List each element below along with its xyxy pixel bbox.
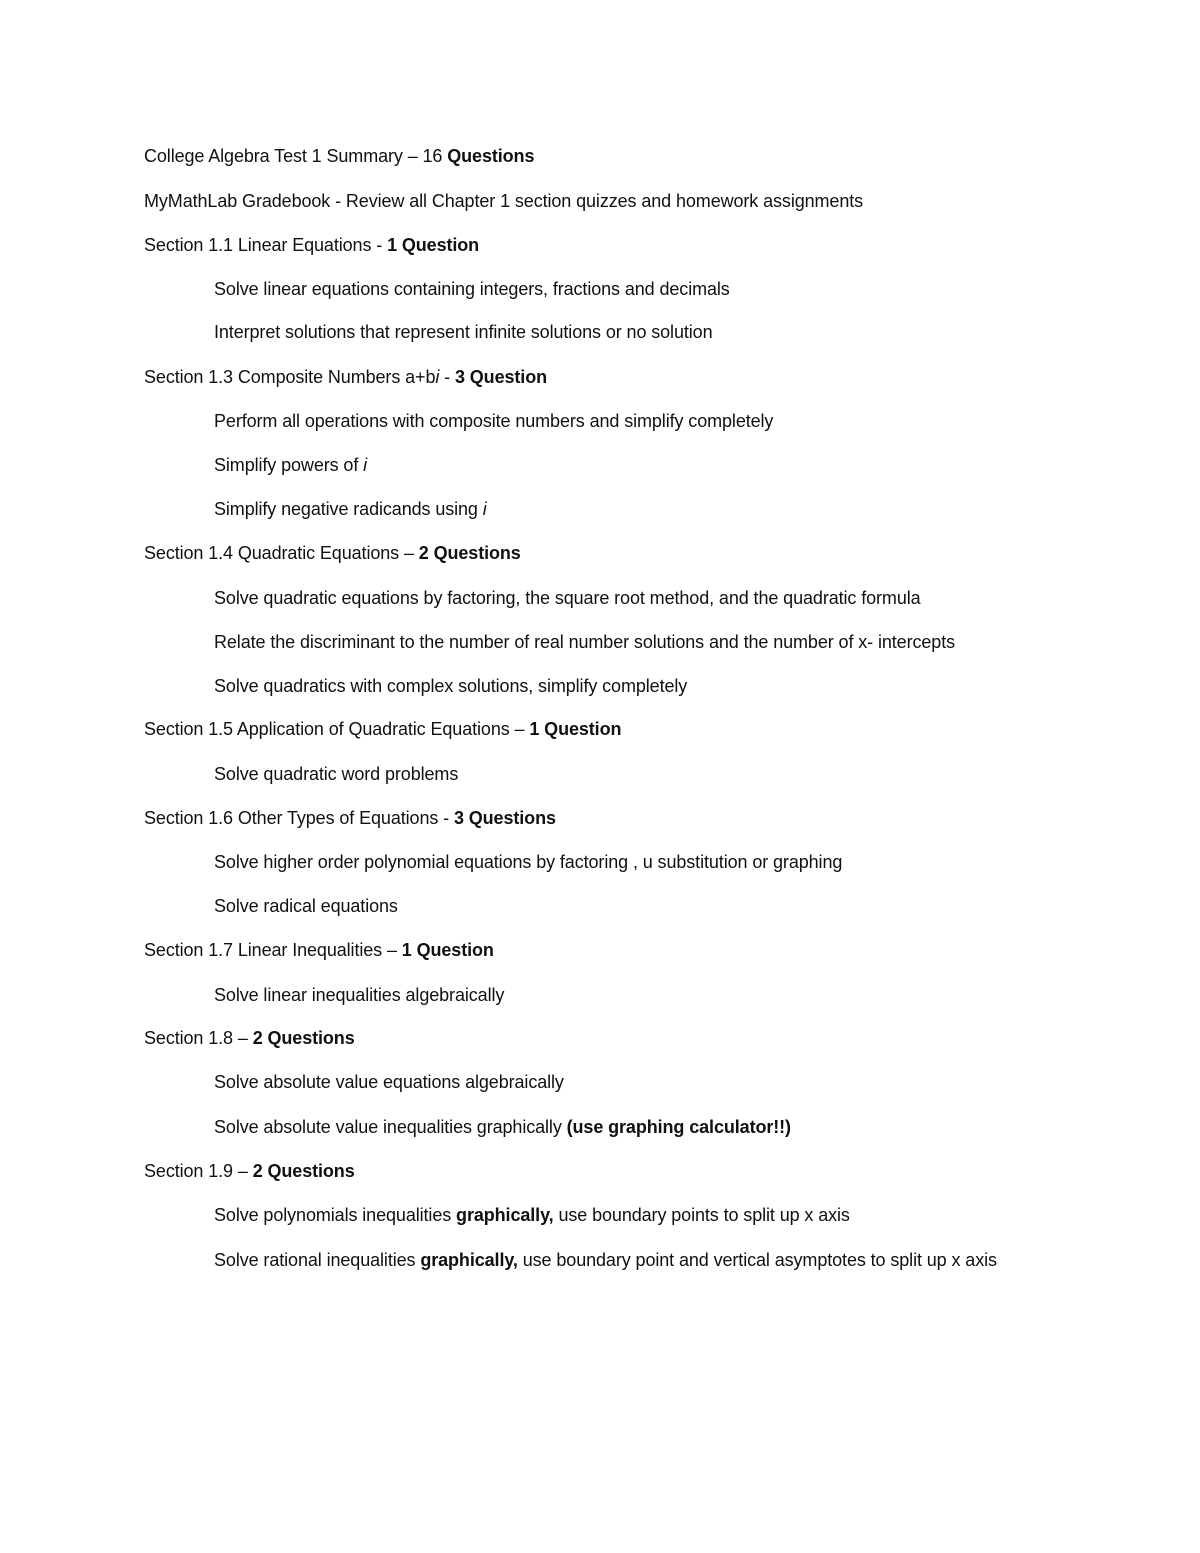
section-1-3-italic-i: i (435, 367, 440, 387)
section-1-4-title: Section 1.4 Quadratic Equations – (144, 543, 419, 563)
section-1-5-count: 1 Question (529, 719, 622, 739)
section-1-3-sep: - (439, 367, 455, 387)
section-1-7-title: Section 1.7 Linear Inequalities – (144, 940, 402, 960)
section-1-8-title: Section 1.8 – (144, 1028, 253, 1048)
section-1-1-count: 1 Question (387, 235, 480, 255)
poly-post: use boundary points to split up x axis (553, 1205, 850, 1225)
radicands-text: Simplify negative radicands using (214, 499, 483, 519)
gradebook-text: MyMathLab Gradebook - Review all Chapter 1 section quizzes and homework assignments (144, 191, 864, 211)
section-1-8-count: 2 Questions (252, 1028, 355, 1048)
title-text: College Algebra Test 1 Summary – 16 (144, 146, 448, 166)
abs-ineq-bold: (use graphing calculator!!) (566, 1117, 791, 1137)
section-1-3-count: 3 Question (454, 367, 547, 387)
section-1-3-title: Section 1.3 Composite Numbers a+b (144, 367, 436, 387)
section-1-4-item-3: Solve quadratics with complex solutions, simplify completely (214, 676, 688, 696)
rat-pre: Solve rational inequalities (214, 1250, 421, 1270)
powers-text: Simplify powers of (214, 455, 364, 475)
section-1-4-heading (144, 540, 521, 566)
section-1-6-item-2: Solve radical equations (214, 896, 398, 916)
section-1-8-item-2 (214, 1114, 791, 1140)
title-bold: Questions (447, 146, 535, 166)
section-1-6-heading (144, 805, 556, 831)
section-1-1-heading (144, 232, 479, 258)
section-1-3-item-2 (214, 452, 367, 478)
section-1-3-heading (144, 364, 547, 390)
section-1-7-heading (144, 937, 494, 963)
poly-bold: graphically, (456, 1205, 554, 1225)
radicands-italic-i: i (482, 499, 487, 519)
rat-post: use boundary point and vertical asymptotes to split up x axis (517, 1250, 997, 1270)
section-1-4-count: 2 Questions (418, 543, 521, 563)
section-1-5-title: Section 1.5 Application of Quadratic Equations – (144, 719, 530, 739)
section-1-1-item-2: Interpret solutions that represent infinite solutions or no solution (214, 322, 713, 342)
section-1-9-item-1 (214, 1202, 850, 1228)
section-1-6-item-1: Solve higher order polynomial equations by factoring , u substitution or graphing (214, 852, 843, 872)
section-1-6-title: Section 1.6 Other Types of Equations - (144, 808, 454, 828)
section-1-9-count: 2 Questions (252, 1161, 355, 1181)
section-1-5-item-1: Solve quadratic word problems (214, 764, 459, 784)
abs-ineq-text: Solve absolute value inequalities graphically (214, 1117, 567, 1137)
section-1-9-heading (144, 1158, 355, 1184)
section-1-9-title: Section 1.9 – (144, 1161, 253, 1181)
section-1-8-heading (144, 1025, 355, 1051)
section-1-7-count: 1 Question (401, 940, 494, 960)
rat-bold: graphically, (420, 1250, 518, 1270)
section-1-3-item-1: Perform all operations with composite numbers and simplify completely (214, 411, 774, 431)
section-1-1-item-1: Solve linear equations containing integers, fractions and decimals (214, 279, 730, 299)
section-1-5-heading (144, 716, 621, 742)
section-1-4-item-1: Solve quadratic equations by factoring, the square root method, and the quadratic formula (214, 588, 921, 608)
section-1-6-count: 3 Questions (453, 808, 556, 828)
gradebook-note (144, 188, 863, 214)
section-1-7-item-1: Solve linear inequalities algebraically (214, 985, 505, 1005)
section-1-1-title: Section 1.1 Linear Equations - (144, 235, 388, 255)
section-1-3-item-3 (214, 496, 487, 522)
section-1-4-item-2: Relate the discriminant to the number of real number solutions and the number of x- intercepts (214, 632, 955, 652)
section-1-8-item-1: Solve absolute value equations algebraically (214, 1072, 564, 1092)
powers-italic-i: i (363, 455, 368, 475)
section-1-9-item-2 (144, 1246, 1054, 1274)
poly-pre: Solve polynomials inequalities (214, 1205, 457, 1225)
document-title (144, 143, 534, 169)
